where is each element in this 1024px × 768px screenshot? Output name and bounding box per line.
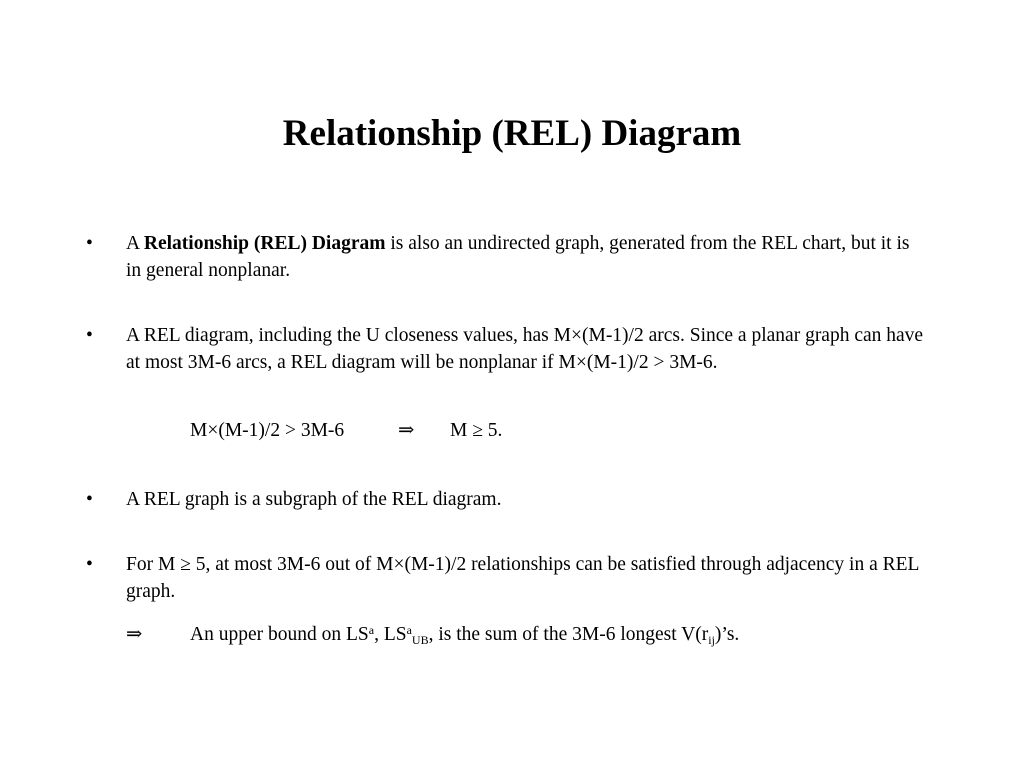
- bullet-text: For M ≥ 5, at most 3M-6 out of M×(M-1)/2 relationships can be satisfied through adjacency in a REL graph.: [126, 554, 919, 602]
- bullet-marker: •: [86, 554, 93, 575]
- inequality-left: M×(M-1)/2 > 3M-6: [190, 420, 345, 441]
- statement-part: , LS: [374, 624, 407, 645]
- implies-arrow: ⇒: [398, 420, 415, 441]
- bullet-text: [126, 230, 926, 284]
- statement-part: , is the sum of the 3M-6 longest V(r: [428, 624, 709, 645]
- bullet-prefix: A: [126, 233, 144, 254]
- superscript: a: [406, 623, 412, 637]
- inequality-result: M ≥ 5.: [450, 420, 503, 441]
- bullet-rest: is also an undirected graph, generated from the REL chart, but it is in general nonplanar.: [126, 233, 910, 281]
- subscript: ij: [708, 633, 715, 647]
- subscript: UB: [411, 633, 429, 647]
- bullet-marker: •: [86, 489, 93, 510]
- implies-arrow: ⇒: [126, 624, 143, 645]
- slide-title: Relationship (REL) Diagram: [282, 113, 742, 154]
- upper-bound-statement: [190, 621, 739, 648]
- bullet-text: A REL diagram, including the U closeness values, has M×(M-1)/2 arcs. Since a planar graph can have at most 3M-6 arcs, a REL diagram will be nonplanar if M×(M-1)/2 > 3M-6.: [126, 325, 924, 373]
- bullet-bold-term: Relationship (REL) Diagram: [143, 233, 386, 254]
- statement-part: )’s.: [714, 624, 740, 645]
- statement-part: An upper bound on LS: [190, 624, 369, 645]
- bullet-text: A REL graph is a subgraph of the REL diagram.: [126, 489, 502, 510]
- superscript: a: [368, 623, 375, 637]
- bullet-marker: •: [86, 325, 93, 346]
- bullet-marker: •: [86, 233, 93, 254]
